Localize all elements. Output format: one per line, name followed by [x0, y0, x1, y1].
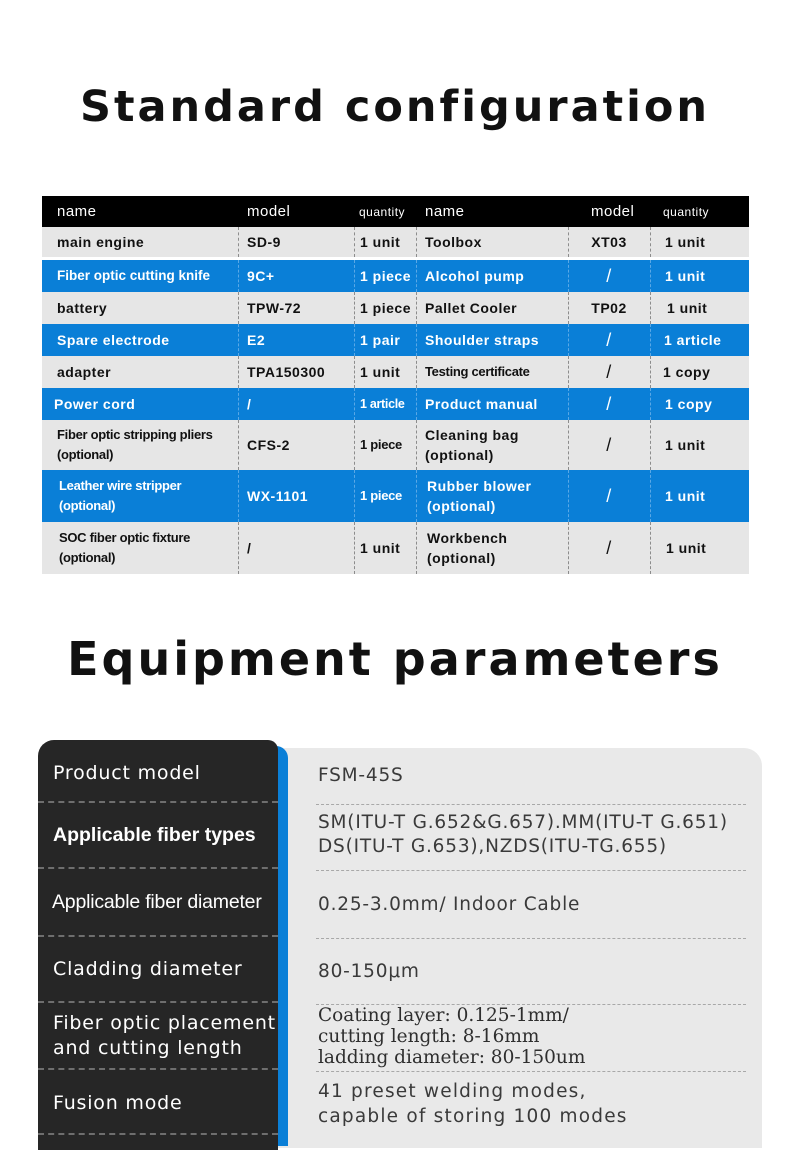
item-model-2: XT03 [591, 234, 627, 250]
parameter-label: Product model [53, 761, 201, 784]
table-row [42, 388, 749, 420]
item-name-2: Rubber blower (optional) [427, 478, 532, 514]
table-row [42, 356, 749, 388]
item-quantity-2: 1 unit [665, 437, 706, 453]
item-model: 9C+ [247, 268, 275, 284]
item-model-2: / [606, 538, 612, 558]
item-quantity-2: 1 copy [665, 396, 713, 412]
parameter-value: 41 preset welding modes, capable of storing 100 modes [318, 1081, 628, 1127]
parameter-label: Fiber optic placement and cutting length [53, 1012, 276, 1059]
item-name: adapter [57, 364, 112, 380]
item-quantity: 1 piece [360, 488, 402, 503]
parameter-row [38, 1071, 762, 1135]
parameter-row [38, 869, 762, 935]
item-name: Power cord [54, 396, 136, 412]
item-name-2: Workbench (optional) [427, 530, 508, 566]
item-name-2: Pallet Cooler [425, 300, 518, 316]
equipment-parameters-title: Equipment parameters [67, 632, 723, 686]
item-quantity: 1 article [360, 397, 405, 411]
parameter-row [38, 937, 762, 1001]
item-quantity: 1 unit [360, 234, 401, 250]
item-quantity-2: 1 unit [665, 488, 706, 504]
item-name: Fiber optic cutting knife [57, 268, 211, 283]
item-model-2: / [606, 266, 612, 286]
item-quantity-2: 1 copy [663, 364, 711, 380]
item-model: CFS-2 [247, 437, 290, 453]
parameter-value: FSM-45S [318, 765, 404, 786]
item-model-2: / [606, 362, 612, 382]
item-name-2: Toolbox [425, 234, 482, 250]
parameter-value: SM(ITU-T G.652&G.657).MM(ITU-T G.651) DS(ITU-T G.653),NZDS(ITU-TG.655) [318, 812, 728, 857]
item-quantity-2: 1 unit [667, 300, 708, 316]
item-name-2: Alcohol pump [425, 268, 525, 284]
item-name: battery [57, 300, 108, 316]
header-quantity: quantity [359, 204, 406, 219]
item-name-2: Shoulder straps [425, 332, 540, 348]
table-row [42, 292, 749, 324]
header-name-2: name [425, 202, 465, 220]
parameter-label: Applicable fiber types [53, 823, 256, 846]
item-name: Leather wire stripper (optional) [59, 478, 182, 513]
header-name: name [57, 202, 97, 220]
parameter-label: Applicable fiber diameter [52, 890, 262, 913]
item-model: / [247, 540, 252, 556]
item-name-2: Testing certificate [425, 364, 530, 379]
item-model: WX-1101 [247, 488, 309, 504]
header-model-2: model [591, 202, 635, 220]
item-name: Fiber optic stripping pliers (optional) [57, 427, 213, 462]
standard-configuration-title: Standard configuration [79, 82, 711, 132]
item-quantity: 1 piece [360, 268, 411, 284]
item-quantity: 1 piece [360, 437, 402, 452]
item-name-2: Product manual [425, 396, 538, 412]
item-quantity: 1 pair [360, 332, 401, 348]
item-model-2: / [606, 330, 612, 350]
table-row [42, 420, 749, 470]
table-row [42, 522, 749, 574]
item-model: TPA150300 [247, 364, 326, 380]
table-header-row [42, 196, 749, 227]
item-model: SD-9 [247, 234, 281, 250]
parameter-label: Fusion mode [53, 1091, 183, 1114]
item-quantity: 1 unit [360, 540, 401, 556]
parameter-row [38, 1003, 762, 1069]
item-model: TPW-72 [247, 300, 302, 316]
parameter-row [38, 803, 762, 867]
item-name: main engine [57, 234, 145, 250]
header-quantity-2: quantity [663, 204, 710, 219]
item-model-2: / [606, 486, 612, 506]
item-model-2: / [606, 394, 612, 414]
item-model-2: TP02 [591, 300, 627, 316]
parameter-value: 80-150μm [318, 961, 420, 982]
table-row [42, 227, 749, 257]
item-quantity-2: 1 unit [665, 268, 706, 284]
item-model-2: / [606, 435, 612, 455]
item-name-2: Cleaning bag (optional) [425, 427, 519, 463]
parameter-value: 0.25-3.0mm/ Indoor Cable [318, 894, 581, 915]
item-quantity: 1 piece [360, 300, 411, 316]
item-quantity-2: 1 unit [665, 234, 706, 250]
configuration-table [42, 196, 749, 574]
item-quantity-2: 1 article [664, 332, 722, 348]
table-row [42, 260, 749, 292]
item-quantity-2: 1 unit [666, 540, 707, 556]
header-model: model [247, 202, 291, 220]
table-row [42, 470, 749, 522]
parameter-label: Cladding diameter [53, 957, 243, 980]
item-quantity: 1 unit [360, 364, 401, 380]
item-name: Spare electrode [57, 332, 170, 348]
parameter-value: Coating layer: 0.125-1mm/ cutting length: 8-16mm ladding diameter: 80-150um [318, 1004, 586, 1068]
item-model: E2 [247, 332, 266, 348]
parameter-row [38, 745, 762, 801]
item-name: SOC fiber optic fixture (optional) [59, 530, 191, 565]
item-model: / [247, 396, 252, 412]
table-row [42, 324, 749, 356]
